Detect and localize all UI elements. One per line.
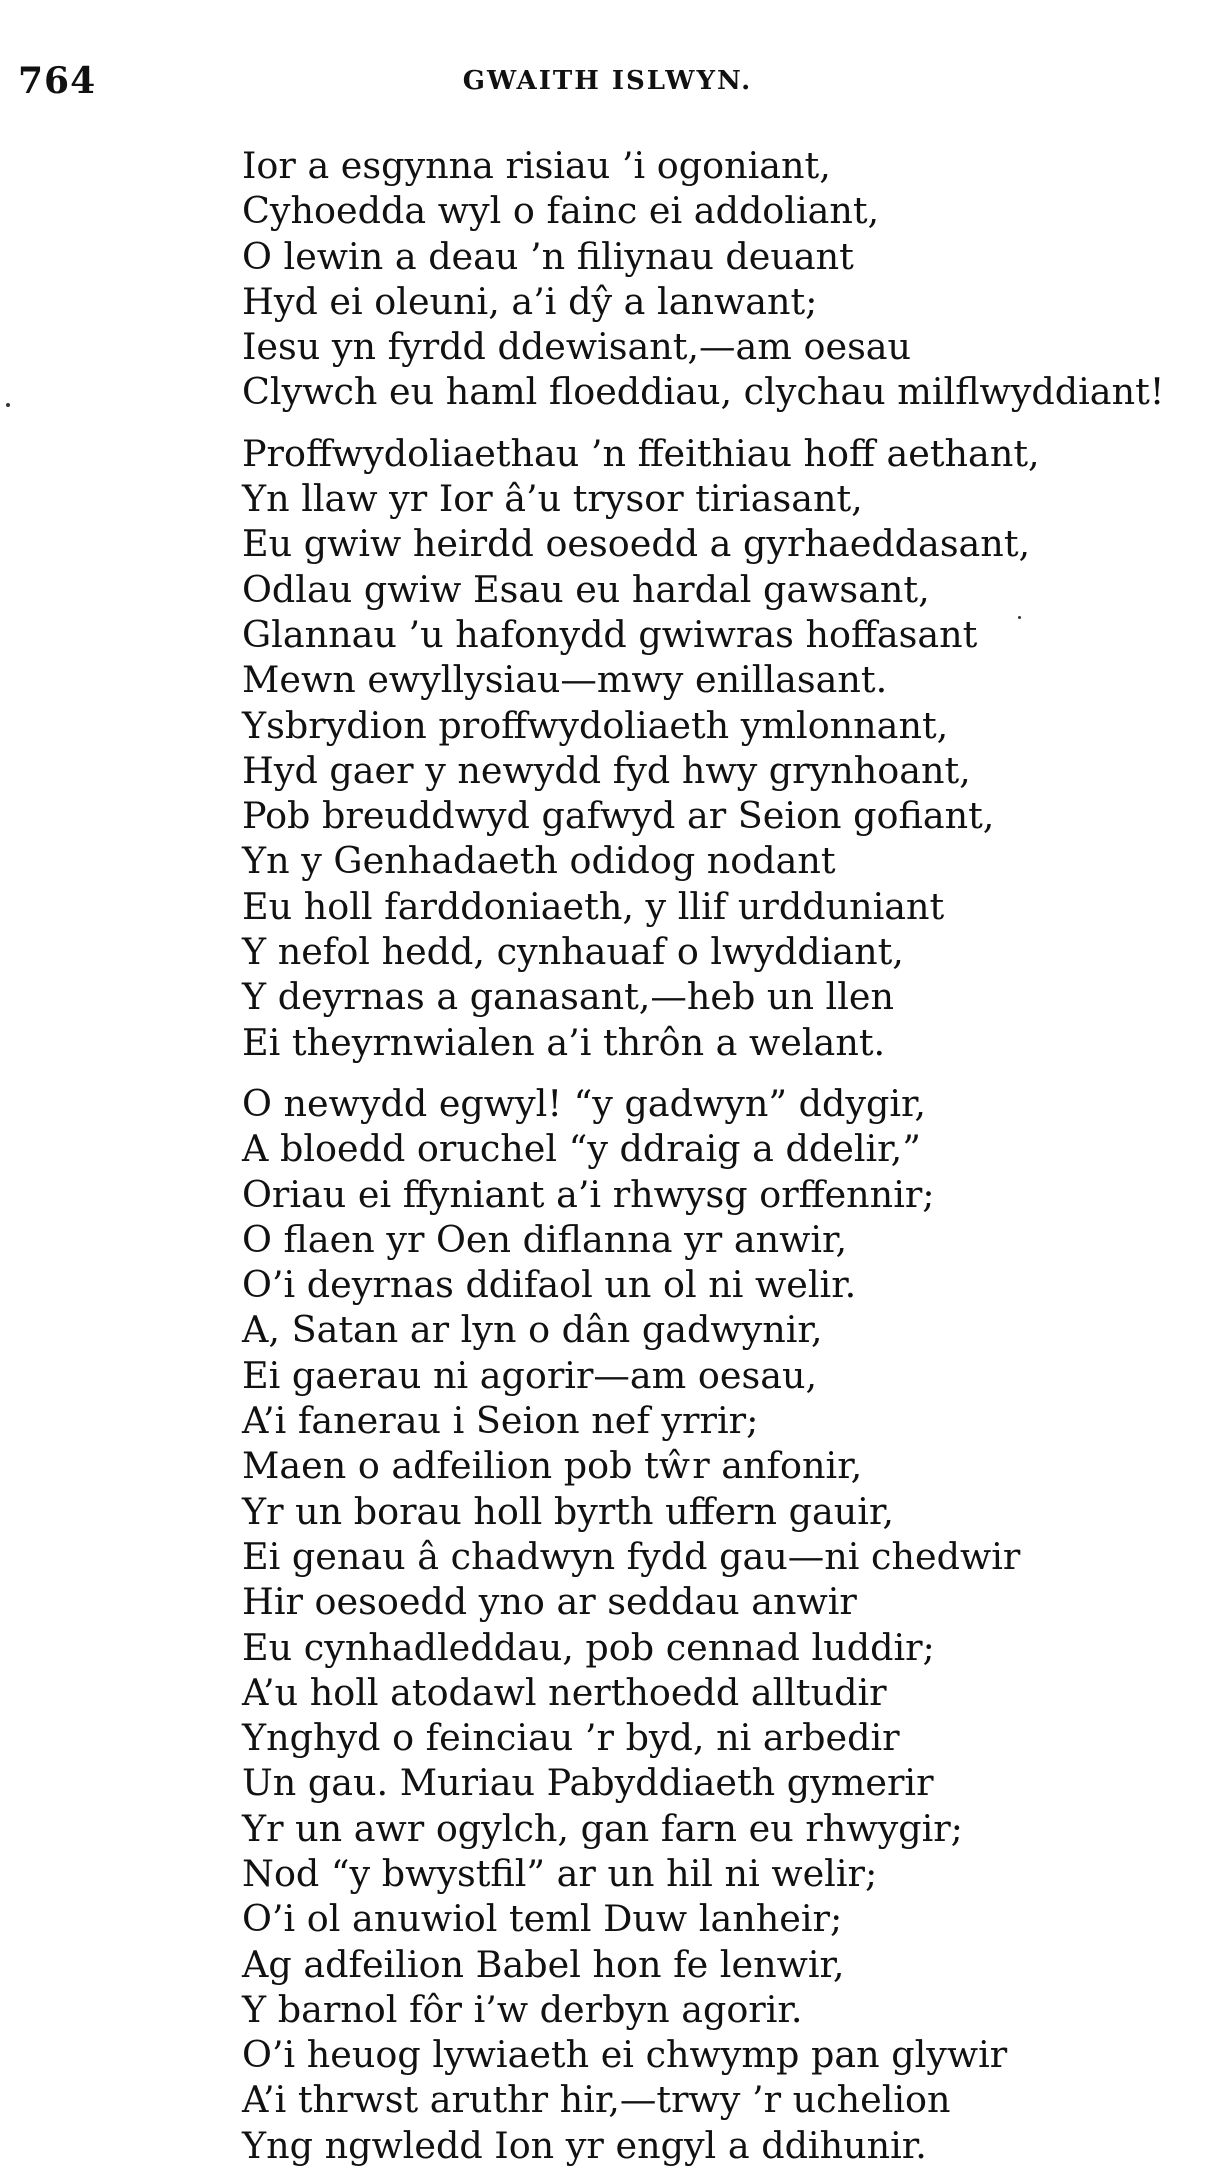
poem-line: Ynghyd o feinciau ’r byd, ni arbedir bbox=[242, 1716, 900, 1760]
poem-line: Yr un borau holl byrth uffern gauir, bbox=[242, 1489, 895, 1533]
poem-line: Ei gaerau ni agorir—am oesau, bbox=[242, 1353, 818, 1397]
poem-line: Clywch eu haml floeddiau, clychau milflwyddiant! bbox=[242, 370, 1165, 414]
poem-line: Y barnol fôr i’w derbyn agorir. bbox=[242, 1987, 803, 2031]
poem-line: Oriau ei ffyniant a’i rhwysg orffennir; bbox=[242, 1172, 935, 1216]
poem-line: Ei genau â chadwyn fydd gau—ni chedwir bbox=[242, 1534, 1021, 1578]
poem-line: O flaen yr Oen diflanna yr anwir, bbox=[242, 1217, 848, 1261]
poem-line: Cyhoedda wyl o fainc ei addoliant, bbox=[242, 189, 880, 233]
poem-line: Glannau ’u hafonydd gwiwras hoffasant bbox=[242, 612, 978, 656]
poem-line: Eu holl farddoniaeth, y llif urdduniant bbox=[242, 884, 945, 928]
stanza bbox=[242, 1081, 1212, 2168]
poem-line: A’i thrwst aruthr hir,—trwy ’r uchelion bbox=[242, 2078, 951, 2122]
poem-line: Hyd ei oleuni, a’i dŷ a lanwant; bbox=[242, 279, 818, 323]
poem-line: Yr un awr ogylch, gan farn eu rhwygir; bbox=[242, 1806, 963, 1850]
poem-line: A’i fanerau i Seion nef yrrir; bbox=[242, 1399, 759, 1443]
poem-line: Hyd gaer y newydd fyd hwy grynhoant, bbox=[242, 748, 971, 792]
poem-line: Y deyrnas a ganasant,—heb un llen bbox=[242, 975, 895, 1019]
stanza bbox=[242, 431, 1212, 1065]
poem-line: Yn llaw yr Ior â’u trysor tiriasant, bbox=[242, 477, 863, 521]
poem-line: O newydd egwyl! “y gadwyn” ddygir, bbox=[242, 1081, 927, 1125]
poem-line: Hir oesoedd yno ar seddau anwir bbox=[242, 1580, 857, 1624]
poem-line: Y nefol hedd, cynhauaf o lwyddiant, bbox=[242, 930, 904, 974]
poem-line: Eu cynhadleddau, pob cennad luddir; bbox=[242, 1625, 935, 1669]
poem-line: O’i deyrnas ddifaol un ol ni welir. bbox=[242, 1263, 857, 1307]
poem-line: Ysbrydion proffwydoliaeth ymlonnant, bbox=[242, 703, 949, 747]
poem-line: Nod “y bwystfil” ar un hil ni welir; bbox=[242, 1851, 878, 1895]
poem-line: Yng ngwledd Ion yr engyl a ddihunir. bbox=[242, 2123, 927, 2167]
poem-line: Pob breuddwyd gafwyd ar Seion gofiant, bbox=[242, 794, 995, 838]
page-number: 764 bbox=[18, 60, 97, 102]
poem-line: Un gau. Muriau Pabyddiaeth gymerir bbox=[242, 1761, 934, 1805]
poem-line: O’i heuog lywiaeth ei chwymp pan glywir bbox=[242, 2033, 1008, 2077]
poem-line: Eu gwiw heirdd oesoedd a gyrhaeddasant, bbox=[242, 522, 1031, 566]
poem-line: A bloedd oruchel “y ddraig a ddelir,” bbox=[242, 1127, 921, 1171]
poem-body bbox=[242, 143, 1212, 2184]
poem-line: Odlau gwiw Esau eu hardal gawsant, bbox=[242, 567, 930, 611]
poem-line: Yn y Genhadaeth odidog nodant bbox=[242, 839, 836, 883]
poem-line: A’u holl atodawl nerthoedd alltudir bbox=[242, 1670, 887, 1714]
running-title: GWAITH ISLWYN. bbox=[462, 66, 753, 96]
stray-mark bbox=[6, 403, 10, 407]
poem-line: Mewn ewyllysiau—mwy enillasant. bbox=[242, 658, 888, 702]
poem-line: Ag adfeilion Babel hon fe lenwir, bbox=[242, 1942, 845, 1986]
poem-line: O’i ol anuwiol teml Duw lanheir; bbox=[242, 1897, 843, 1941]
poem-line: Iesu yn fyrdd ddewisant,—am oesau bbox=[242, 325, 912, 369]
poem-line: Maen o adfeilion pob tŵr anfonir, bbox=[242, 1444, 863, 1488]
poem-line: Proffwydoliaethau ’n ffeithiau hoff aethant, bbox=[242, 431, 1040, 475]
poem-line: Ei theyrnwialen a’i thrôn a welant. bbox=[242, 1020, 886, 1064]
poem-line: A, Satan ar lyn o dân gadwynir, bbox=[242, 1308, 823, 1352]
poem-line: Ior a esgynna risiau ’i ogoniant, bbox=[242, 144, 831, 187]
stanza bbox=[242, 143, 1212, 415]
poem-line: O lewin a deau ’n filiynau deuant bbox=[242, 234, 854, 278]
